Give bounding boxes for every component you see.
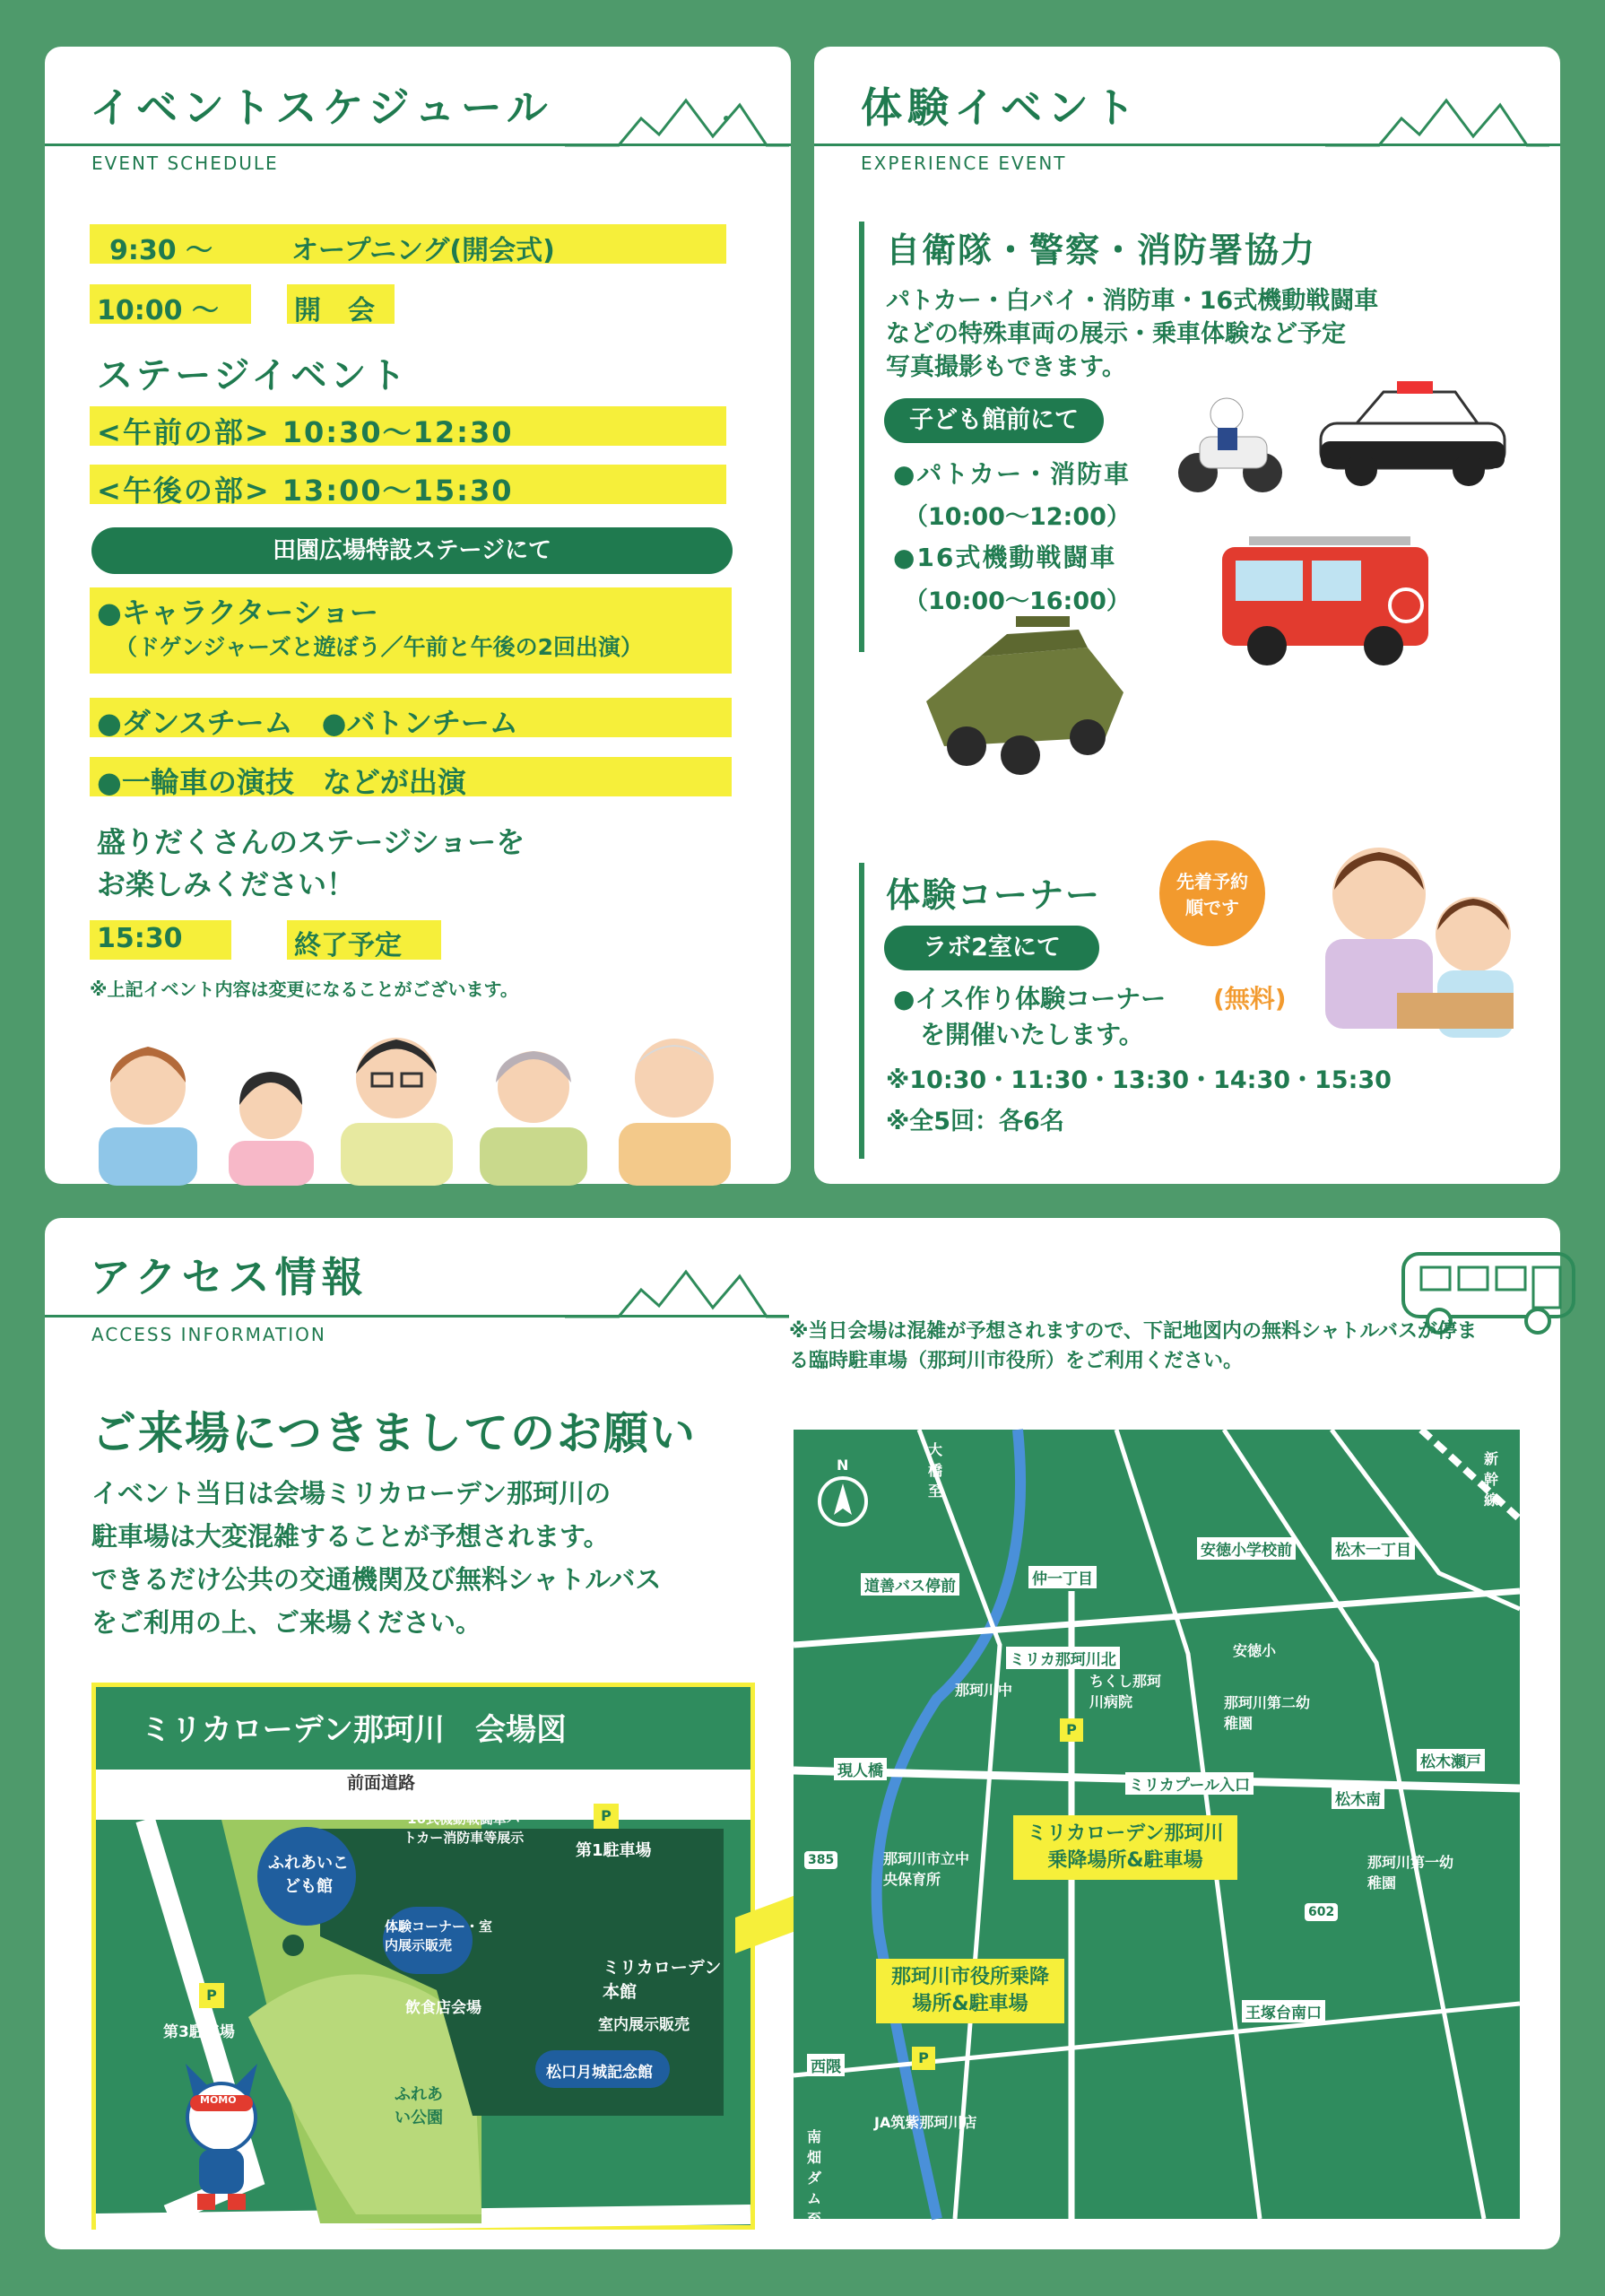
access-title: アクセス情報 — [90, 1253, 369, 1301]
closing-line-1: 盛りだくさんのステージショーを — [97, 825, 525, 859]
schedule-label-1: オープニング(開会式) — [291, 235, 555, 266]
vehicle-1-time: （10:00〜12:00） — [904, 503, 1131, 531]
bus-stop-milica-north: ミリカ那珂川北 — [1006, 1647, 1120, 1669]
first-come-badge-text: 先着予約順です — [1176, 871, 1248, 918]
milica-main-label: ミリカローデン本館 — [603, 1958, 722, 2002]
vehicle-1: ●パトカー・消防車 — [893, 459, 1132, 489]
unicycle: ●一輪車の演技 などが出演 — [97, 765, 466, 799]
food-area-label: 飲食店会場 — [405, 1999, 482, 2017]
end-label: 終了予定 — [294, 930, 402, 961]
parking-p-3: P — [199, 1983, 224, 2008]
chair-making: ●イス作り体験コーナー — [893, 984, 1167, 1013]
access-subtitle: ACCESS INFORMATION — [91, 1324, 326, 1345]
pm-session: <午後の部> 13:00〜15:30 — [97, 474, 514, 508]
museum-label: 松口月城記念館 — [546, 2064, 653, 2082]
venue-map-title: ミリカローデン那珂川 会場図 — [141, 1712, 567, 1748]
schedule-rule — [45, 144, 791, 146]
police-car-illustration — [1312, 378, 1514, 486]
vehicle-2-time: （10:00〜16:00） — [904, 587, 1131, 615]
experience-title: 体験イベント — [861, 83, 1141, 132]
bus-stop-nishiguma: 西隈 — [807, 2054, 845, 2076]
schedule-note: ※上記イベント内容は変更になることがございます。 — [90, 978, 518, 1000]
request-line-3: できるだけ公共の交通機関及び無料シャトルバス — [91, 1564, 662, 1595]
corner-title: 体験コーナー — [886, 875, 1102, 915]
lab-room-pill: ラボ2室にて — [884, 926, 1099, 970]
corner-area-label: 体験コーナー・室内展示販売 — [385, 1918, 493, 1953]
character-show: ●キャラクターショー — [97, 596, 379, 630]
corner-times: ※10:30・11:30・13:30・14:30・15:30 — [886, 1066, 1392, 1094]
cooperation-title: 自衛隊・警察・消防署協力 — [886, 230, 1317, 270]
north-label: N — [837, 1457, 849, 1474]
mascot-illustration — [172, 2064, 271, 2212]
front-road — [96, 1770, 750, 1793]
bus-stop-genninbashi: 現人橋 — [834, 1758, 887, 1780]
area-map — [794, 1430, 1520, 2228]
schedule-time-2: 10:00 〜 — [97, 295, 219, 326]
first-come-badge — [1159, 840, 1265, 946]
map-parking-cityhall: P — [912, 2047, 935, 2070]
character-show-note: （ドゲンジャーズと遊ぼう／午前と午後の2回出演） — [115, 634, 644, 660]
am-session: <午前の部> 10:30〜12:30 — [97, 415, 514, 449]
fire-truck-illustration — [1213, 520, 1437, 668]
ohashi-label: 大橋至 — [928, 1441, 943, 1500]
schedule-label-2: 開 会 — [294, 295, 375, 326]
stage-venue-pill: 田園広場特設ステージにて — [91, 527, 733, 574]
woodworking-illustration — [1298, 827, 1540, 1042]
request-title: ご来場につきましてのお願い — [91, 1407, 697, 1459]
venue-map — [91, 1683, 755, 2230]
access-rule — [45, 1315, 789, 1318]
bus-stop-outsukadai: 王塚台南口 — [1242, 2000, 1325, 2022]
bus-stop-antoku-school: 安徳小学校前 — [1197, 1537, 1296, 1560]
stage-event-title: ステージイベント — [97, 355, 410, 396]
place-kinder-2: 那珂川第二幼稚園 — [1224, 1694, 1311, 1732]
milica-stop-tag-text: ミリカローデン那珂川乗降場所&駐車場 — [1027, 1822, 1224, 1872]
cooperation-desc-2: などの特殊車両の展示・乗車体験など予定 — [886, 320, 1346, 348]
dance-baton: ●ダンスチーム ●バトンチーム — [97, 706, 518, 740]
park-label: ふれあい公園 — [395, 2085, 443, 2127]
chair-making-2: を開催いたします。 — [920, 1020, 1144, 1049]
map-parking-milica: P — [1060, 1718, 1083, 1742]
milica-stop-tag — [1013, 1815, 1237, 1880]
south-label: 南畑ダム至 — [807, 2128, 822, 2228]
request-line-4: をご利用の上、ご来場ください。 — [91, 1607, 482, 1638]
corner-count: ※全5回：各6名 — [886, 1108, 1064, 1135]
bus-stop-matsuki1: 松木一丁目 — [1332, 1537, 1415, 1560]
bus-stop-milica-pool: ミリカプール入口 — [1125, 1772, 1254, 1795]
place-nakagawa-jhs: 那珂川中 — [955, 1682, 1013, 1699]
parking-3-label: 第3駐車場 — [163, 2023, 235, 2041]
closing-line-2: お楽しみください！ — [97, 867, 356, 901]
cityhall-stop-tag-text: 那珂川市役所乗降場所&駐車場 — [890, 1966, 1049, 2015]
free-label: (無料) — [1213, 984, 1287, 1013]
request-line-2: 駐車場は大変混雑することが予想されます。 — [91, 1521, 610, 1552]
schedule-title: イベントスケジュール — [90, 83, 553, 132]
vehicle-2: ●16式機動戦闘車 — [893, 543, 1117, 572]
request-line-1: イベント当日は会場ミリカローデン那珂川の — [91, 1478, 612, 1509]
place-ja: JA筑紫那珂川店 — [874, 2114, 977, 2131]
end-time: 15:30 — [97, 923, 183, 954]
vehicle-display-label: 16式機動戦闘車パトカー消防車等展示 — [403, 1811, 525, 1846]
police-bike-illustration — [1173, 387, 1285, 495]
family-illustration — [72, 1020, 780, 1186]
shinkansen-label: 新幹線 — [1484, 1450, 1499, 1509]
kids-hall-pill: 子ども館前にて — [884, 398, 1104, 443]
bus-stop-dozen: 道善バス停前 — [861, 1573, 959, 1596]
combat-vehicle-illustration — [908, 612, 1141, 782]
route-602-sign: 602 — [1305, 1903, 1338, 1921]
schedule-time-1: 9:30 〜 — [109, 235, 213, 266]
route-385-sign: 385 — [804, 1851, 837, 1869]
indoor-sale-label: 室内展示販売 — [598, 2016, 690, 2034]
event-schedule-panel — [45, 47, 791, 1184]
mascot-text: MOMO — [200, 2094, 237, 2106]
bus-stop-matsuki-minami: 松木南 — [1332, 1787, 1384, 1809]
schedule-subtitle: EVENT SCHEDULE — [91, 152, 279, 174]
place-antoku-es: 安徳小 — [1233, 1642, 1277, 1659]
cooperation-desc-3: 写真撮影もできます。 — [886, 353, 1126, 381]
place-kinder-1: 那珂川第一幼稚園 — [1367, 1854, 1454, 1892]
bus-stop-naka1: 仲一丁目 — [1028, 1566, 1097, 1588]
place-nursery: 那珂川市立中央保育所 — [883, 1850, 970, 1888]
shuttle-notice: ※当日会場は混雑が予想されますので、下記地図内の無料シャトルバスが停まる臨時駐車場（那珂川市役所）をご利用ください。 — [789, 1320, 1477, 1372]
cityhall-stop-tag — [876, 1959, 1064, 2023]
experience-rule — [814, 144, 1560, 146]
front-road-label: 前面道路 — [347, 1773, 416, 1793]
place-hospital: ちくし那珂川病院 — [1089, 1673, 1162, 1710]
access-panel — [45, 1218, 1560, 2249]
parking-1-label: 第1駐車場 — [576, 1841, 652, 1860]
experience-event-panel — [814, 47, 1560, 1184]
bus-stop-matsuki-seto: 松木瀬戸 — [1417, 1749, 1485, 1771]
experience-subtitle: EXPERIENCE EVENT — [861, 152, 1067, 174]
kids-hall-label: ふれあいこども館 — [268, 1854, 349, 1896]
parking-p-1: P — [594, 1804, 619, 1829]
cooperation-desc-1: パトカー・白バイ・消防車・16式機動戦闘車 — [886, 287, 1379, 315]
